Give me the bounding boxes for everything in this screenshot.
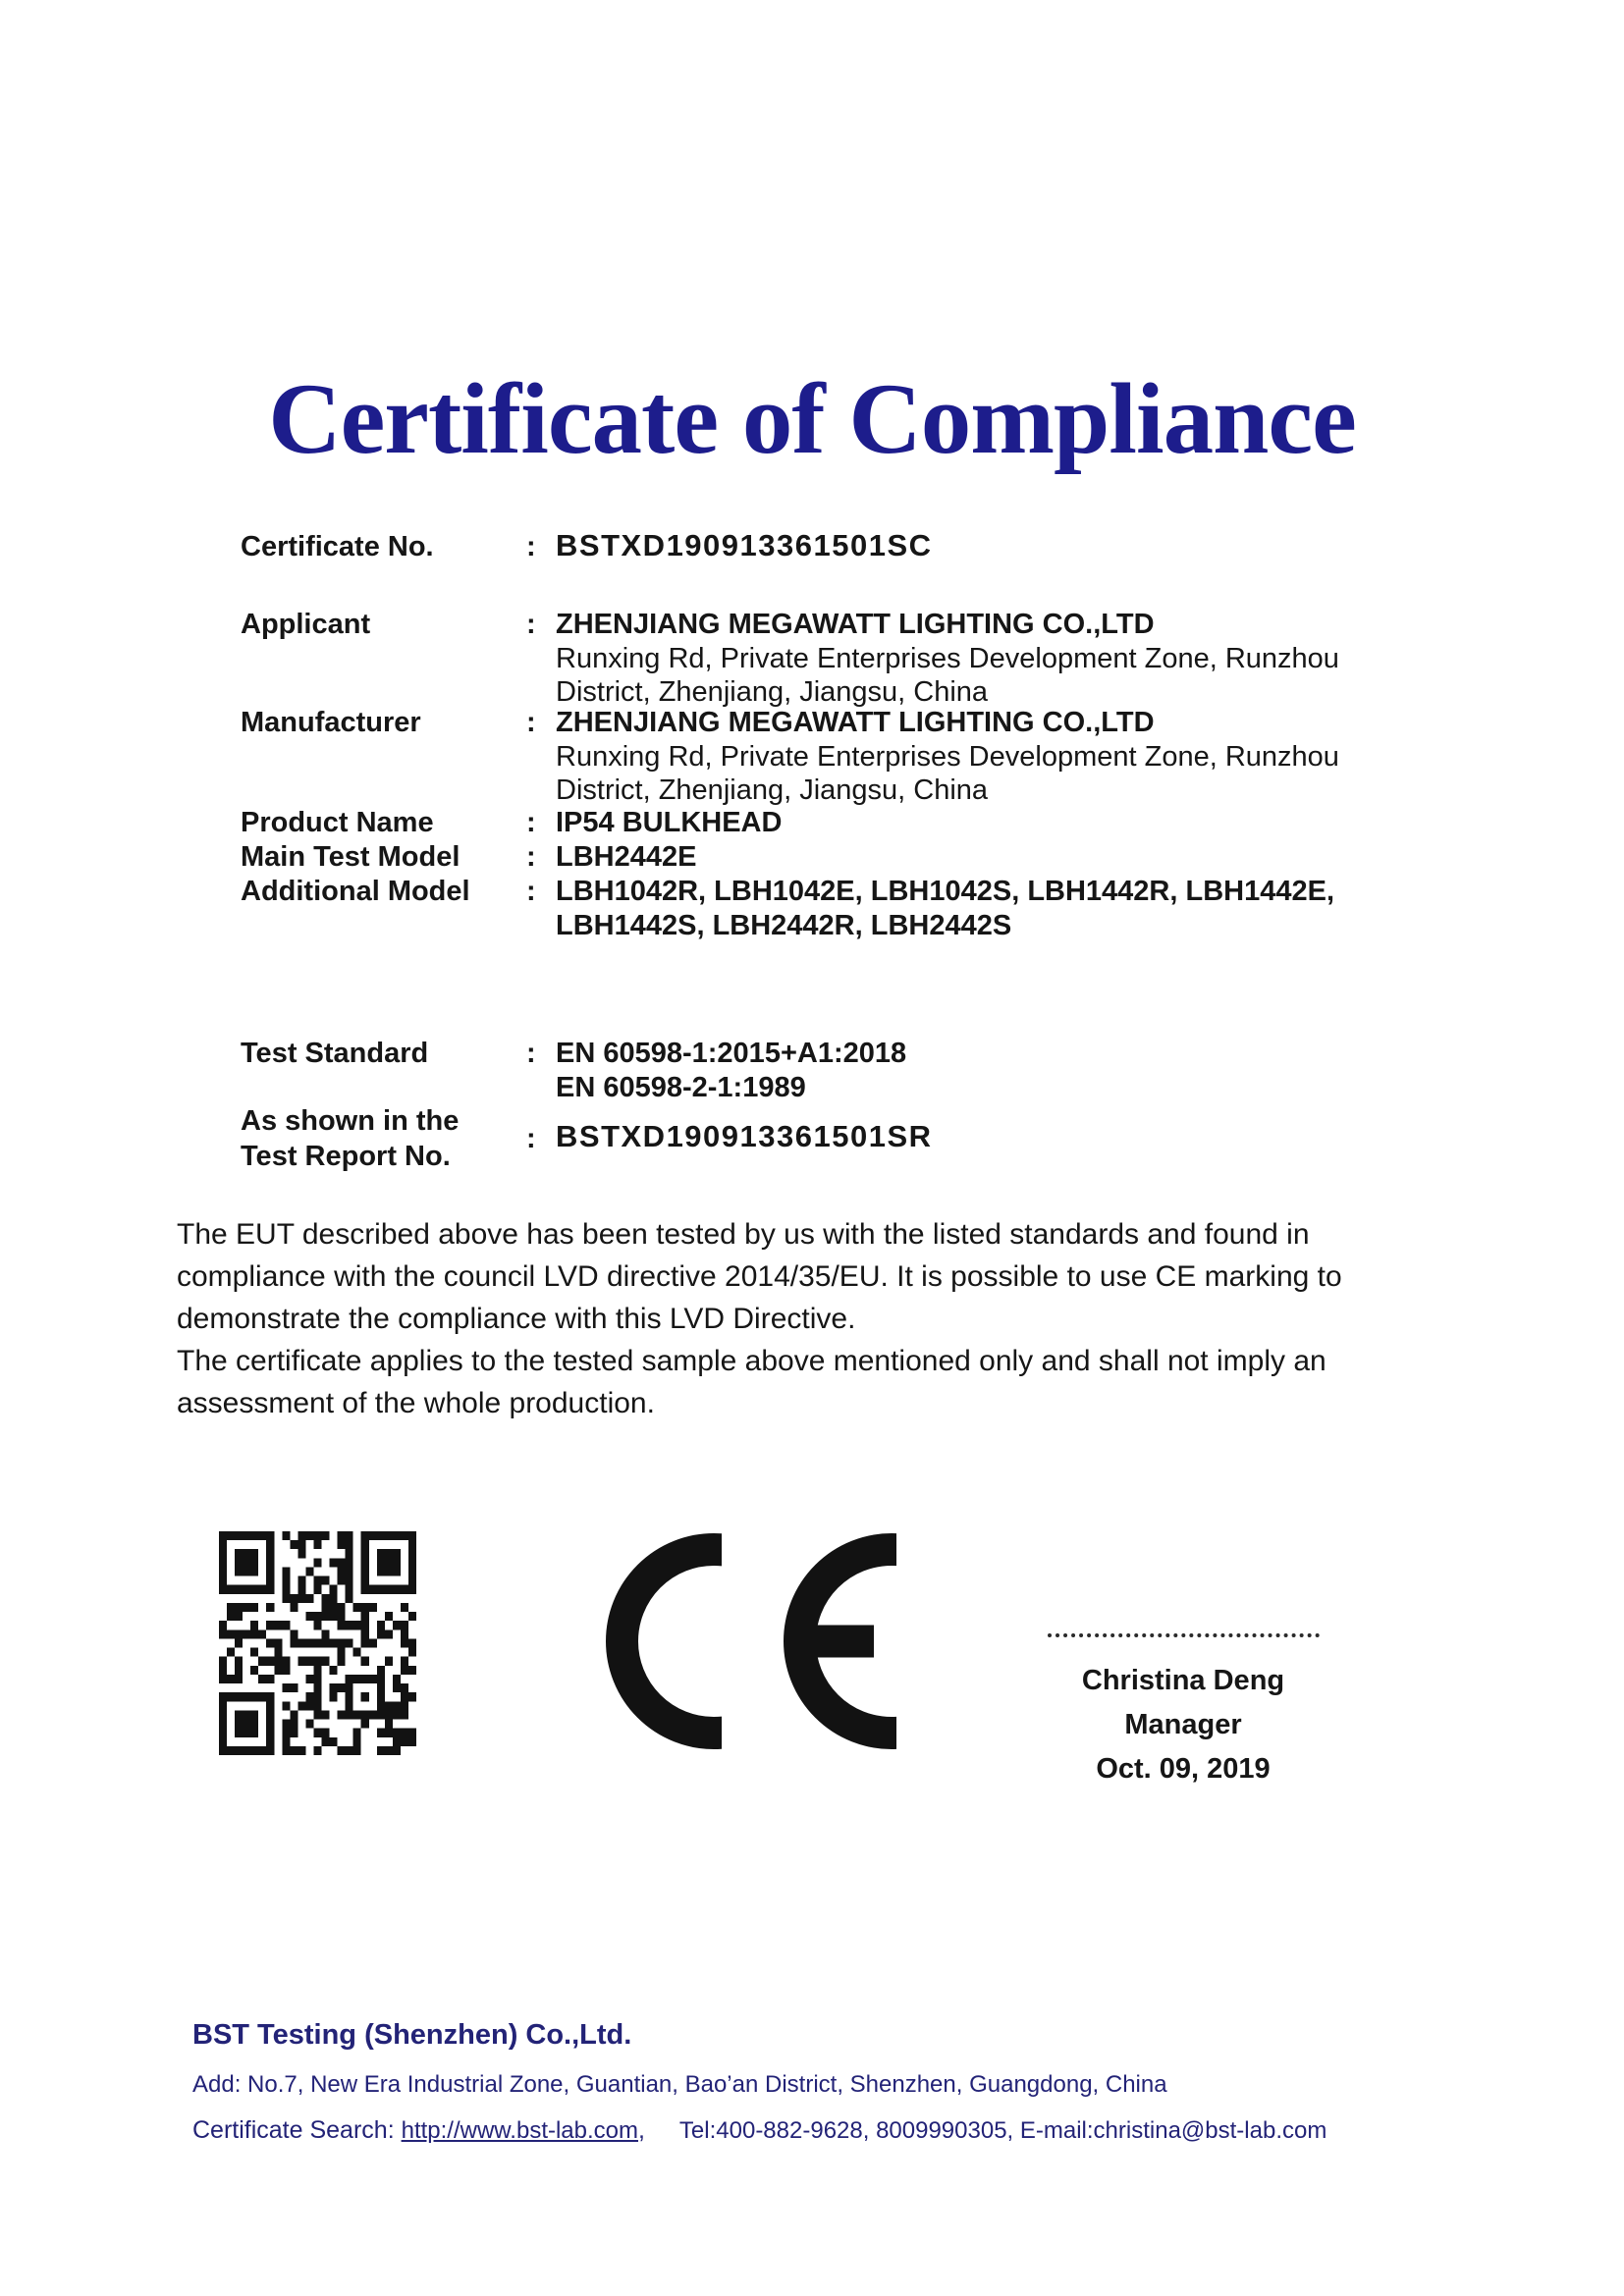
signatory-role: Manager <box>1124 1709 1242 1740</box>
signature-dotted-line <box>1048 1629 1320 1637</box>
test-standard-value-line1: EN 60598-1:2015+A1:2018 <box>556 1038 907 1069</box>
lab-contact-info: Tel:400-882-9628, 8009990305, E-mail:christina@bst-lab.com <box>678 2117 1327 2144</box>
declaration-paragraph-1: The EUT described above has been tested by us with the listed standards and found in compliance with the council LVD directive 2014/35/EU. It is possible to use CE marking to demonstrate the compliance with this LVD Directive. <box>177 1218 1342 1335</box>
manufacturer-company: ZHENJIANG MEGAWATT LIGHTING CO.,LTD <box>556 707 1155 738</box>
signature-block <box>987 1629 1380 1791</box>
test-report-label-line2: Test Report No. <box>241 1141 451 1172</box>
product-name-label: Product Name <box>241 807 434 838</box>
additional-model-label: Additional Model <box>241 876 470 907</box>
certificate-no-value: BSTXD190913361501SC <box>556 528 933 562</box>
test-standard-value-line2: EN 60598-2-1:1989 <box>556 1072 806 1103</box>
certificate-search-link[interactable]: http://www.bst-lab.com <box>401 2117 639 2144</box>
declaration-text <box>177 1213 1422 1424</box>
applicant-address-line1: Runxing Rd, Private Enterprises Development Zone, Runzhou <box>556 643 1339 674</box>
main-test-model-colon: : <box>526 841 536 873</box>
certificate-search-label: Certificate Search: <box>192 2116 395 2144</box>
test-report-colon: : <box>526 1123 536 1154</box>
certificate-no-colon: : <box>526 531 536 562</box>
signatory-name: Christina Deng <box>1081 1665 1285 1696</box>
certificate-no-label: Certificate No. <box>241 531 434 562</box>
page-title: Certificate of Compliance <box>268 363 1356 475</box>
lab-company-name: BST Testing (Shenzhen) Co.,Ltd. <box>192 2019 632 2051</box>
manufacturer-address-line2: District, Zhenjiang, Jiangsu, China <box>556 774 989 806</box>
qr-code-icon <box>219 1531 416 1755</box>
manufacturer-label: Manufacturer <box>241 707 421 738</box>
ce-mark-icon <box>606 1533 896 1749</box>
additional-model-value-line1: LBH1042R, LBH1042E, LBH1042S, LBH1442R, LBH1442E, <box>556 876 1334 907</box>
applicant-address-line2: District, Zhenjiang, Jiangsu, China <box>556 676 989 708</box>
applicant-label: Applicant <box>241 609 371 640</box>
main-test-model-value: LBH2442E <box>556 841 697 873</box>
manufacturer-colon: : <box>526 707 536 738</box>
test-report-label-line1: As shown in the <box>241 1105 460 1137</box>
product-name-colon: : <box>526 807 536 838</box>
product-name-value: IP54 BULKHEAD <box>556 807 783 838</box>
search-separator: , <box>638 2116 645 2144</box>
applicant-company: ZHENJIANG MEGAWATT LIGHTING CO.,LTD <box>556 609 1155 640</box>
certificate-search-line <box>192 2116 1326 2145</box>
manufacturer-address-line1: Runxing Rd, Private Enterprises Development Zone, Runzhou <box>556 741 1339 773</box>
main-test-model-label: Main Test Model <box>241 841 460 873</box>
signature-date: Oct. 09, 2019 <box>1096 1753 1271 1785</box>
test-standard-label: Test Standard <box>241 1038 429 1069</box>
lab-address: Add: No.7, New Era Industrial Zone, Guantian, Bao’an District, Shenzhen, Guangdong, China <box>192 2071 1167 2098</box>
test-standard-colon: : <box>526 1038 536 1069</box>
declaration-paragraph-2: The certificate applies to the tested sample above mentioned only and shall not imply an assessment of the whole production. <box>177 1345 1326 1419</box>
test-report-value: BSTXD190913361501SR <box>556 1119 933 1153</box>
additional-model-value-line2: LBH1442S, LBH2442R, LBH2442S <box>556 910 1012 941</box>
footer <box>192 2019 1326 2145</box>
additional-model-colon: : <box>526 876 536 907</box>
applicant-colon: : <box>526 609 536 640</box>
